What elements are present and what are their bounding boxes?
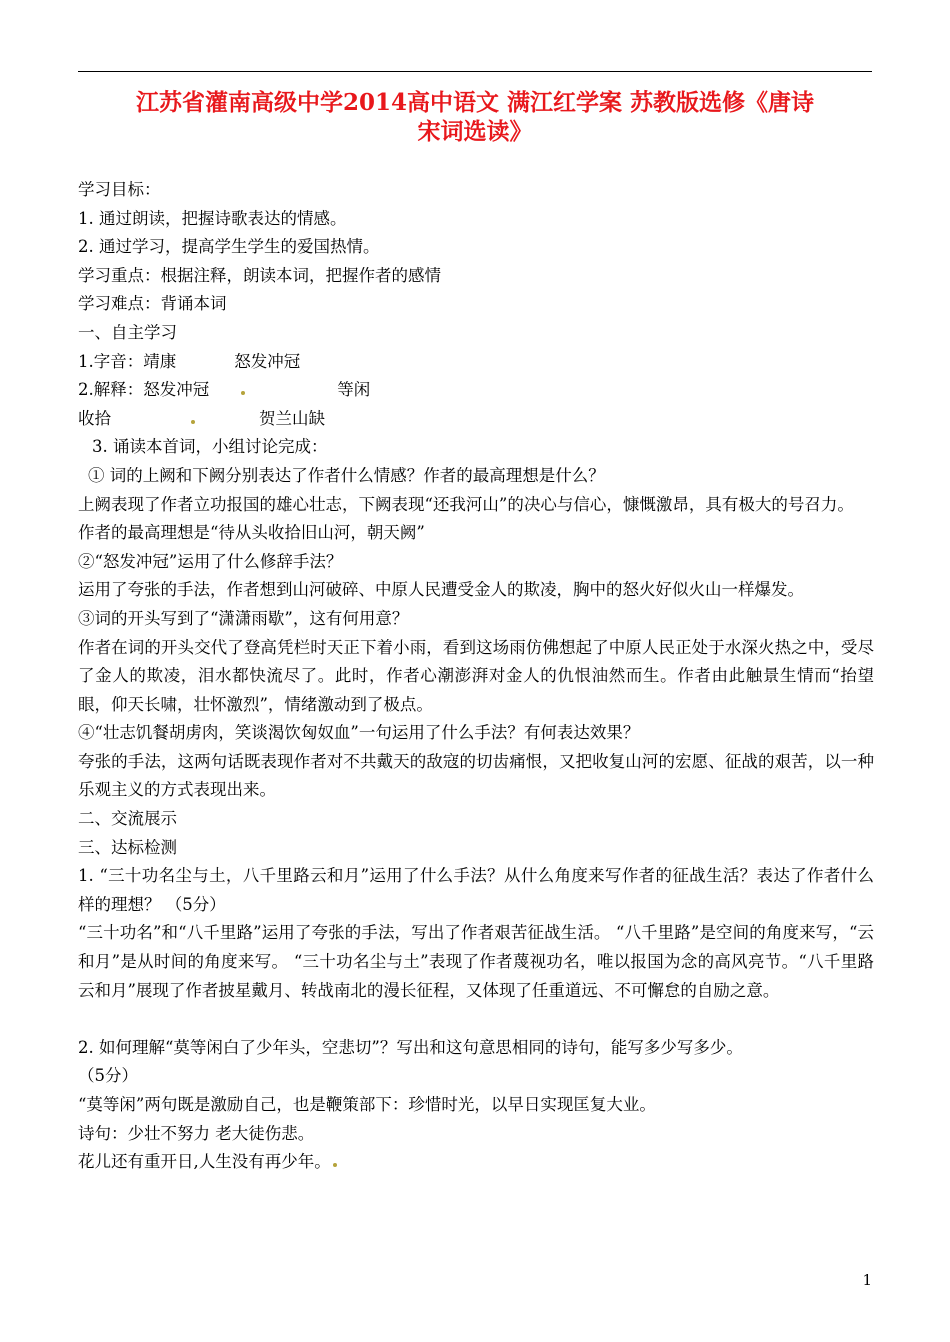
pronunciation-word: 怒发冲冠 [234, 351, 301, 371]
question-4: ④“壮志饥餐胡虏肉，笑谈渴饮匈奴血”一句运用了什么手法？有何表达效果？ [78, 723, 640, 743]
test-question-2-score: （5分） [78, 1066, 138, 1086]
answer-1b: 作者的最高理想是“待从头收拾旧山河，朝天阙” [78, 523, 425, 543]
question-2: ②“怒发冲冠”运用了什么修辞手法？ [78, 551, 343, 571]
test-answer-1: “三十功名”和“八千里路”运用了夸张的手法，写出了作者艰苦征战生活。 “八千里路”是空间的角度来写，“云和月”是从时间的角度来写。 “三十功名尘与土”表现了作者蔑视功名，唯以报国为念的高风亮节。“八千里路云和月”展现了作者披星戴月、转战南北的漫长征程，又体现了任重道远、不可懈怠的自励之意。 [78, 923, 874, 1000]
section-2-heading: 二、交流展示 [78, 809, 177, 829]
question-1: ① 词的上阙和下阙分别表达了作者什么情感？作者的最高理想是什么？ [88, 465, 605, 485]
question-3: ③词的开头写到了“潇潇雨歇”，这有何用意？ [78, 608, 409, 628]
goals-heading: 学习目标： [78, 180, 161, 199]
spacer [78, 1005, 874, 1034]
answer-2: 运用了夸张的手法，作者想到山河破碎、中原人民遭受金人的欺凌，胸中的怒火好似火山一样爆发。 [78, 580, 804, 600]
title-line-1: 江苏省灌南高级中学2014高中语文 满江红学案 苏教版选修《唐诗 [135, 89, 815, 116]
mark-dot [241, 391, 245, 395]
test-answer-2-poem-1: 诗句：少壮不努力 老大徒伤悲。 [78, 1123, 315, 1143]
difficulty: 学习难点：背诵本词 [78, 294, 227, 314]
answer-3: 作者在词的开头交代了登高凭栏时天正下着小雨，看到这场雨仿佛想起了中原人民正处于水深火热之中，受尽了金人的欺凌，泪水都快流尽了。此时，作者心潮澎湃对金人的仇恨油然而生。作者由此触景生情而“抬望眼，仰天长啸，壮怀激烈”，情绪激动到了极点。 [78, 637, 874, 714]
mark-dot [333, 1163, 337, 1167]
document-body [78, 176, 874, 1177]
test-question-2: 2. 如何理解“莫等闲白了少年头，空悲切”？写出和这句意思相同的诗句，能写多少写多少。 [78, 1037, 743, 1057]
test-answer-2-poem-2: 花儿还有重开日,人生没有再少年。 [78, 1152, 331, 1172]
test-question-1: 1. “三十功名尘与土，八千里路云和月”运用了什么手法？从什么角度来写作者的征战生活？表达了作者什么样的理想？ （5分） [78, 866, 874, 914]
pronunciation-label: 1.字音：靖康 [78, 351, 177, 371]
explain-word-3: 收拾 [78, 408, 111, 428]
explain-line-1 [78, 376, 874, 405]
title-line-2: 宋词选读》 [417, 118, 533, 145]
key-point: 学习重点：根据注释，朗读本词，把握作者的感情 [78, 265, 441, 285]
header-rule [78, 71, 872, 72]
goal-item-2: 2. 通过学习，提高学生学生的爱国热情。 [78, 237, 380, 257]
page-number: 1 [862, 1271, 872, 1289]
pronunciation-line [78, 348, 874, 377]
answer-4: 夸张的手法，这两句话既表现作者对不共戴天的敌寇的切齿痛恨，又把收复山河的宏愿、征战的艰苦，以一种乐观主义的方式表现出来。 [78, 751, 874, 800]
explain-word-2: 等闲 [337, 380, 371, 400]
goal-item-1: 1. 通过朗读，把握诗歌表达的情感。 [78, 208, 347, 228]
document-title [78, 88, 872, 146]
section-3-heading: 三、达标检测 [78, 837, 177, 857]
section-1-heading: 一、自主学习 [78, 322, 177, 342]
test-answer-2: “莫等闲”两句既是激励自己，也是鞭策部下：珍惜时光，以早日实现匡复大业。 [78, 1095, 656, 1114]
explain-line-2 [78, 405, 874, 434]
explain-word-4: 贺兰山缺 [259, 408, 325, 428]
task-3: 3. 诵读本首词，小组讨论完成： [92, 437, 328, 457]
answer-1a: 上阙表现了作者立功报国的雄心壮志，下阙表现“还我河山”的决心与信心，慷慨激昂，具有极大的号召力。 [78, 494, 854, 514]
mark-dot [191, 420, 195, 424]
test-answer-2-poem-2-line [78, 1148, 874, 1177]
explain-label: 2.解释：怒发冲冠 [78, 380, 210, 400]
